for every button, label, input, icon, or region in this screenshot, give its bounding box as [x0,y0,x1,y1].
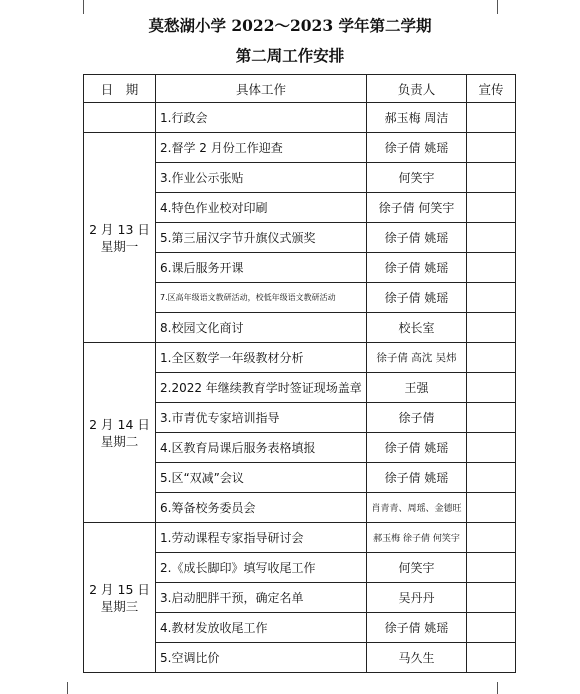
task-cell: 7.区高年级语文教研活动，校低年级语文教研活动 [156,283,367,313]
table-row [84,523,516,553]
task-cell: 5.第三届汉字节升旗仪式颁奖 [156,223,367,253]
task-cell: 2.2022 年继续教育学时签证现场盖章 [156,373,367,403]
owner-cell: 王强 [367,373,467,403]
promo-cell [467,433,516,463]
date-label: 2 月 13 日 [89,221,150,237]
owner-cell: 徐子倩 姚瑶 [367,283,467,313]
promo-cell [467,103,516,133]
owner-cell: 郝玉梅 徐子倩 何笑宇 [367,523,467,553]
owner-cell: 马久生 [367,643,467,673]
owner-cell: 徐子倩 姚瑶 [367,613,467,643]
promo-cell [467,523,516,553]
task-cell: 4.区教育局课后服务表格填报 [156,433,367,463]
owner-cell: 徐子倩 姚瑶 [367,433,467,463]
promo-cell [467,643,516,673]
promo-cell [467,463,516,493]
header-task: 具体工作 [156,75,367,103]
owner-cell: 何笑宇 [367,163,467,193]
task-cell: 6.课后服务开课 [156,253,367,283]
promo-cell [467,253,516,283]
task-cell: 1.全区数学一年级教材分析 [156,343,367,373]
header-owner: 负责人 [367,75,467,103]
task-cell: 4.特色作业校对印刷 [156,193,367,223]
table-header-row [84,75,516,103]
owner-cell: 徐子倩 姚瑶 [367,253,467,283]
header-promo: 宣传 [467,75,516,103]
promo-cell [467,223,516,253]
owner-cell: 肖青青、周瑶、金德旺 [367,493,467,523]
schedule-table [83,74,516,673]
owner-cell: 徐子倩 姚瑶 [367,133,467,163]
promo-cell [467,613,516,643]
task-cell: 5.区“双减”会议 [156,463,367,493]
promo-cell [467,313,516,343]
table-row [84,103,516,133]
promo-cell [467,133,516,163]
header-date: 日 期 [84,75,156,103]
owner-cell: 徐子倩 姚瑶 [367,463,467,493]
promo-cell [467,163,516,193]
date-label: 2 月 14 日 [89,416,150,432]
owner-cell: 郝玉梅 周洁 [367,103,467,133]
task-cell: 8.校园文化商讨 [156,313,367,343]
crop-mark [497,682,498,694]
task-cell: 3.作业公示张贴 [156,163,367,193]
task-cell: 2.督学 2 月份工作迎查 [156,133,367,163]
owner-cell: 徐子倩 姚瑶 [367,223,467,253]
crop-mark [67,682,68,694]
owner-cell: 校长室 [367,313,467,343]
document-subtitle: 第二周工作安排 [235,46,345,65]
date-cell [84,343,156,523]
task-cell: 4.教材发放收尾工作 [156,613,367,643]
task-cell: 2.《成长脚印》填写收尾工作 [156,553,367,583]
promo-cell [467,373,516,403]
promo-cell [467,493,516,523]
table-row [84,133,516,163]
task-cell: 3.市青优专家培训指导 [156,403,367,433]
weekday-label: 星期二 [100,433,139,449]
promo-cell [467,583,516,613]
owner-cell: 何笑宇 [367,553,467,583]
crop-mark [497,0,498,14]
owner-cell: 徐子倩 高沈 吴炜 [367,343,467,373]
weekday-label: 星期三 [100,598,139,614]
promo-cell [467,343,516,373]
table-row [84,343,516,373]
weekday-label: 星期一 [100,238,139,254]
task-cell: 3.启动肥胖干预，确定名单 [156,583,367,613]
date-cell-empty [84,103,156,133]
date-label: 2 月 15 日 [89,581,150,597]
task-cell: 5.空调比价 [156,643,367,673]
promo-cell [467,553,516,583]
task-cell: 6.筹备校务委员会 [156,493,367,523]
owner-cell: 徐子倩 何笑宇 [367,193,467,223]
promo-cell [467,403,516,433]
crop-mark [83,0,84,14]
owner-cell: 徐子倩 [367,403,467,433]
document-title: 莫愁湖小学 2022～2023 学年第二学期 [148,16,432,35]
promo-cell [467,193,516,223]
date-cell [84,133,156,343]
task-cell: 1.行政会 [156,103,367,133]
promo-cell [467,283,516,313]
owner-cell: 吴丹丹 [367,583,467,613]
task-cell: 1.劳动课程专家指导研讨会 [156,523,367,553]
date-cell [84,523,156,673]
